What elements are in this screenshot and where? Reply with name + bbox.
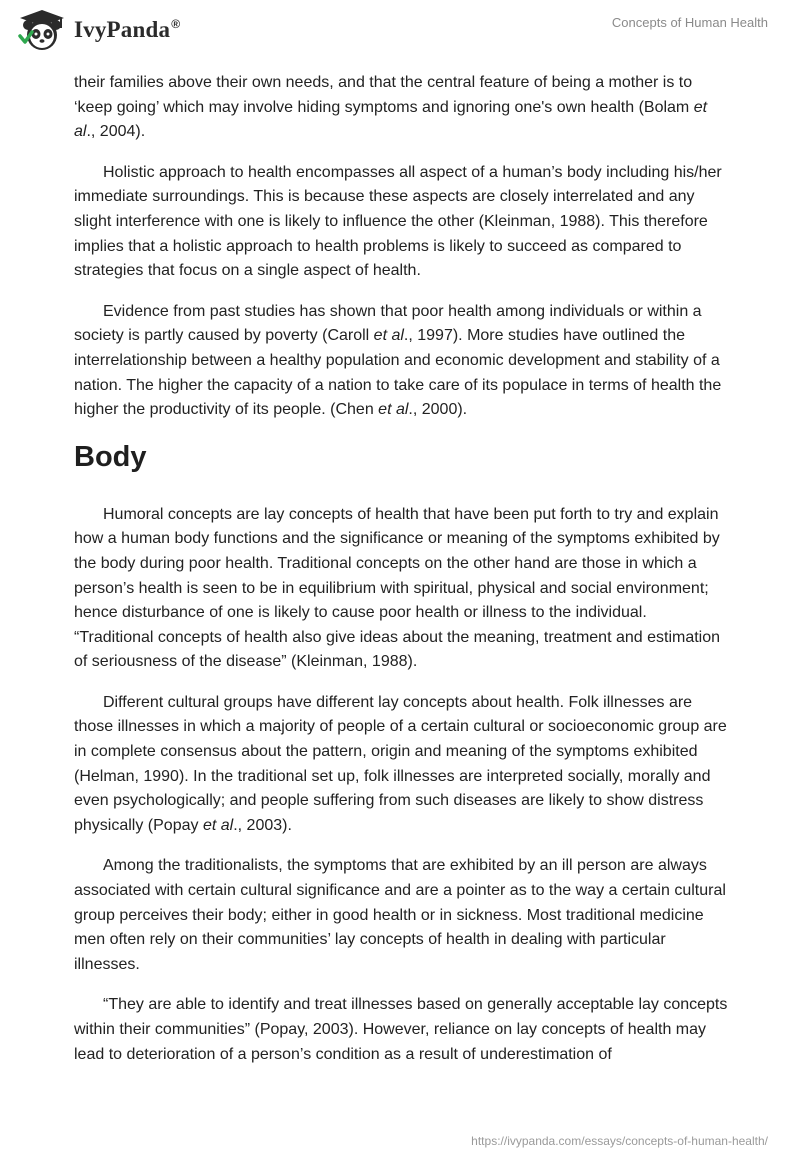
paragraph xyxy=(74,300,730,423)
paragraph-text: Evidence from past studies has shown that poor health among individuals or within a society is partly caused by poverty (Caroll xyxy=(74,302,702,345)
citation-italic: et al xyxy=(202,816,234,834)
citation-italic: et al xyxy=(373,327,404,345)
paragraph xyxy=(74,161,730,284)
paragraph-text: “They are able to identify and treat illnesses based on generally acceptable lay concepts within their communities” (Popay, 2003). However, reliance on lay concepts of health may lead to deterioration of a person’s condition as a result of underestimation of xyxy=(74,996,728,1063)
paragraph-text: ., 2000). xyxy=(408,401,468,419)
paragraph-text: their families above their own needs, and that the central feature of being a mother is to ‘keep going’ which may involve hiding symptoms and ignoring one's own health (Bolam xyxy=(74,74,694,116)
paragraph-text: ., 2004). xyxy=(86,123,146,141)
paragraph xyxy=(74,854,730,977)
paragraph xyxy=(74,993,730,1067)
section-heading: Body xyxy=(74,440,147,473)
paragraph xyxy=(74,71,730,145)
paragraph-text: Different cultural groups have different lay concepts about health. Folk illnesses are those illnesses in which a majority of people of a certain cultural or socioeconomic group are in complete consensus about the pattern, origin and meaning of the symptoms exhibited (Helman, 1990). In the traditional set up, folk illnesses are interpreted socially, morally and even psychologically; and people suffering from such diseases are likely to show distress physically (Popay xyxy=(74,693,727,834)
footer-url[interactable]: https://ivypanda.com/essays/concepts-of-human-health/ xyxy=(471,1134,768,1148)
running-title: Concepts of Human Health xyxy=(611,15,768,30)
paragraph-text: Among the traditionalists, the symptoms that are exhibited by an ill person are always associated with certain cultural significance and are a pointer as to the way a certain cultural group perceives their body; either in good health or in sickness. Most traditional medicine men often rely on their communities’ lay concepts of health in dealing with particular illnesses. xyxy=(74,857,726,973)
intro-paragraphs xyxy=(74,71,730,423)
brand-logo[interactable] xyxy=(16,8,180,52)
paragraph xyxy=(74,503,730,675)
paragraph-text: ., 1997). More studies have outlined the interrelationship between a healthy population and economic development and stability of a nation. The higher the capacity of a nation to take care of its populace in terms of health the higher the productivity of its people. (Chen xyxy=(74,327,722,419)
paragraph-text: Humoral concepts are lay concepts of health that have been put forth to try and explain how a human body functions and the significance or meaning of the symptoms exhibited by the body during poor health. Traditional concepts on the other hand are those in which a person’s health is seen to be in equilibrium with spiritual, physical and social environment; hence disturbance of one is likely to cause poor health or illness to the individual. “Traditional concepts of health also give ideas about the meaning, treatment and estimation of seriousness of the disease” (Kleinman, 1988). xyxy=(74,505,721,671)
citation-italic: et al xyxy=(74,98,708,141)
essay-content xyxy=(74,71,730,1083)
page-header xyxy=(0,0,800,70)
paragraph xyxy=(74,691,730,839)
paragraph-text: Holistic approach to health encompasses all aspect of a human’s body including his/her immediate surroundings. This is because these aspects are closely interrelated and any slight interference with one is likely to influence the other (Kleinman, 1988). This therefore implies that a holistic approach to health problems is likely to succeed as compared to strategies that focus on a single aspect of health. xyxy=(74,163,722,280)
brand-name: IvyPanda® xyxy=(74,17,181,42)
panda-logo-icon xyxy=(16,8,68,52)
paragraph-text: ., 2003). xyxy=(233,816,292,834)
citation-italic: et al xyxy=(378,401,409,419)
body-paragraphs xyxy=(74,503,730,1067)
